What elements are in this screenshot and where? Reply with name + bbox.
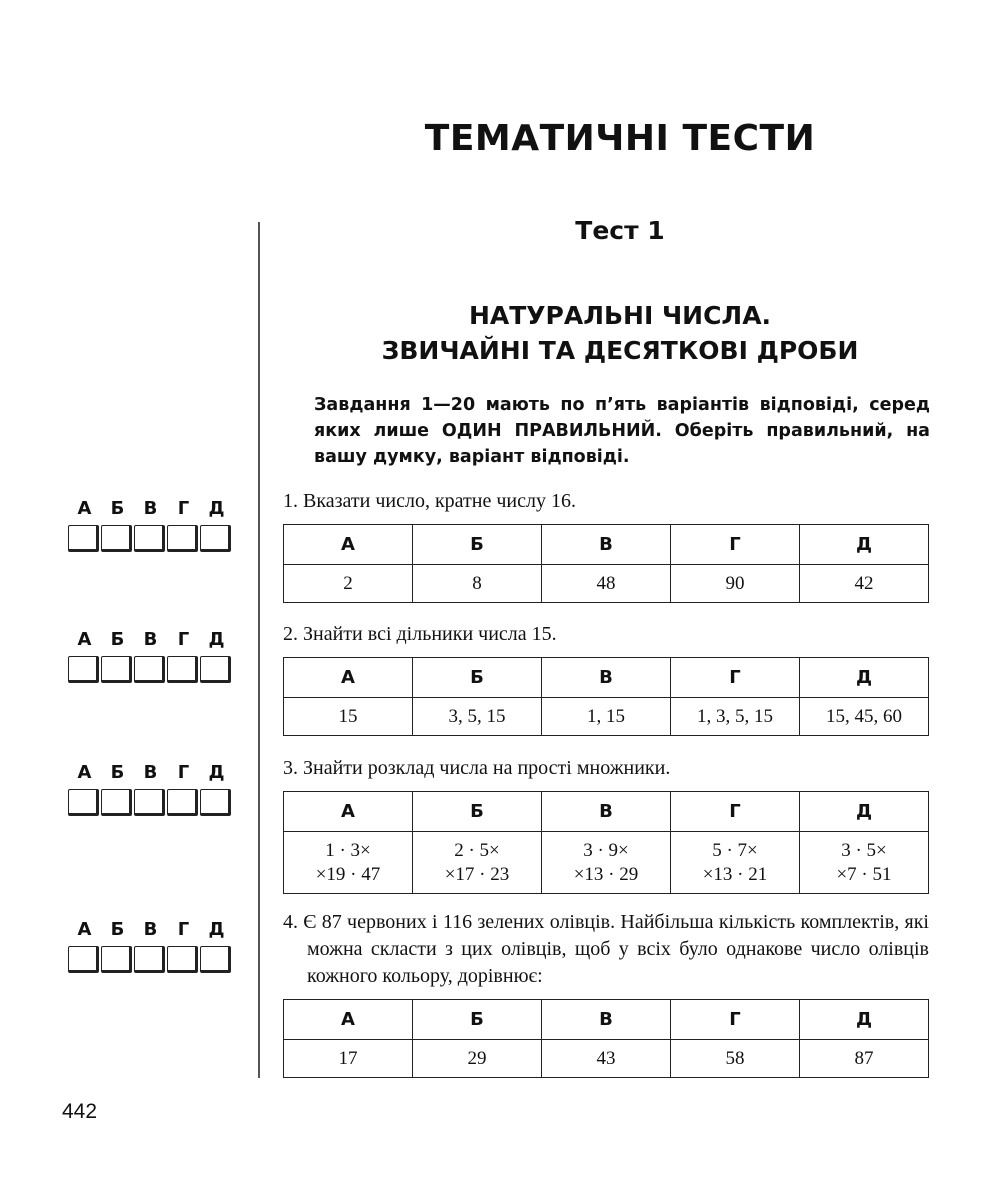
answer-letter: Д (208, 629, 225, 650)
option-value-cell (800, 832, 929, 894)
option-letter-cell: Д (800, 1000, 929, 1040)
answer-letter: Д (208, 498, 225, 519)
options-table (283, 999, 929, 1078)
option-value-line: ×17 · 23 (444, 863, 510, 885)
answer-grid-2 (68, 628, 236, 683)
answer-checkbox[interactable] (68, 789, 99, 816)
options-value-row (284, 565, 929, 603)
option-value-line: 48 (596, 572, 616, 594)
option-value-cell (671, 832, 800, 894)
instructions: Завдання 1—20 мають по п’ять варіантів відповіді, серед яких лише ОДИН ПРАВИЛЬНИЙ. Оберіть правильний, на вашу думку, варіант відповіді. (314, 395, 930, 467)
option-letter-cell: Б (413, 792, 542, 832)
answer-checkbox[interactable] (68, 946, 99, 973)
answer-letter: А (77, 919, 92, 940)
option-value-cell (542, 1040, 671, 1078)
answer-letter: Б (110, 498, 125, 519)
option-value-cell (542, 565, 671, 603)
answer-letter: Г (177, 762, 190, 783)
answer-checkbox[interactable] (68, 525, 99, 552)
option-letter-cell: В (542, 1000, 671, 1040)
option-letter-cell: В (542, 525, 671, 565)
answer-grid-letters (68, 918, 236, 942)
option-letter-cell: В (542, 792, 671, 832)
question-2 (283, 621, 929, 736)
option-value-line: ×7 · 51 (836, 863, 892, 885)
answer-letter: А (77, 762, 92, 783)
option-letter-cell: Б (413, 525, 542, 565)
option-value-line: 1, 3, 5, 15 (697, 705, 773, 727)
answer-checkbox[interactable] (200, 525, 231, 552)
option-value-line: 2 · 5× (454, 839, 500, 861)
answer-checkbox[interactable] (101, 525, 132, 552)
answer-checkbox[interactable] (200, 656, 231, 683)
options-table (283, 791, 929, 894)
option-letter-cell: Г (671, 525, 800, 565)
question-text: 2. Знайти всі дільники числа 15. (283, 623, 557, 645)
answer-checkbox[interactable] (134, 789, 165, 816)
question-text: 3. Знайти розклад числа на прості множники. (283, 757, 671, 779)
section-title-line-2: ЗВИЧАЙНІ ТА ДЕСЯТКОВІ ДРОБИ (381, 336, 859, 365)
answer-checkbox[interactable] (101, 656, 132, 683)
answer-checkbox[interactable] (200, 789, 231, 816)
option-value-line: 90 (725, 572, 745, 594)
option-letter-cell: Г (671, 658, 800, 698)
question-text: 1. Вказати число, кратне числу 16. (283, 490, 576, 512)
margin-divider (258, 222, 260, 1078)
answer-letter: Б (110, 762, 125, 783)
option-value-cell (671, 565, 800, 603)
option-value-line: 8 (472, 572, 482, 594)
option-letter-cell: Г (671, 1000, 800, 1040)
option-value-cell (671, 698, 800, 736)
option-value-cell (800, 565, 929, 603)
option-value-cell (800, 1040, 929, 1078)
question-text: 4. Є 87 червоних і 116 зелених олівців. Найбільша кількість комплектів, які можна скласти з цих олівців, щоб у всіх було однакове число олівців кожного кольору, дорівнює: (283, 911, 929, 987)
answer-checkbox[interactable] (167, 525, 198, 552)
option-value-line: 58 (725, 1047, 745, 1069)
option-value-line: 3 · 9× (583, 839, 629, 861)
test-label: Тест 1 (575, 216, 665, 245)
answer-letter: Д (208, 762, 225, 783)
answer-letter: Б (110, 629, 125, 650)
option-value-line: 15 (338, 705, 358, 727)
answer-grid-letters (68, 628, 236, 652)
option-value-line: 2 (343, 572, 353, 594)
options-header-row (284, 525, 929, 565)
option-letter-cell: Д (800, 658, 929, 698)
answer-letter: Г (177, 629, 190, 650)
option-value-line: 87 (854, 1047, 874, 1069)
options-value-row (284, 832, 929, 894)
answer-checkbox[interactable] (134, 656, 165, 683)
answer-letter: В (143, 919, 158, 940)
answer-letter: Г (177, 498, 190, 519)
option-value-cell (542, 698, 671, 736)
answer-grid-boxes (68, 946, 236, 973)
option-value-line: 3 · 5× (841, 839, 887, 861)
option-letter-cell: А (284, 1000, 413, 1040)
answer-letter: В (143, 498, 158, 519)
main-title: ТЕМАТИЧНІ ТЕСТИ (424, 118, 816, 159)
question-4 (283, 909, 929, 1078)
answer-checkbox[interactable] (134, 525, 165, 552)
section-title (290, 298, 950, 368)
option-letter-cell: Д (800, 525, 929, 565)
option-value-cell (284, 698, 413, 736)
options-table (283, 657, 929, 736)
options-table (283, 524, 929, 603)
options-header-row (284, 1000, 929, 1040)
option-value-line: 15, 45, 60 (826, 705, 902, 727)
answer-checkbox[interactable] (200, 946, 231, 973)
option-value-line: 5 · 7× (712, 839, 758, 861)
answer-checkbox[interactable] (167, 789, 198, 816)
option-value-line: 17 (338, 1047, 358, 1069)
answer-letter: А (77, 498, 92, 519)
option-letter-cell: Б (413, 658, 542, 698)
option-value-line: ×13 · 21 (702, 863, 768, 885)
option-value-cell (284, 565, 413, 603)
page-number: 442 (62, 1100, 98, 1123)
answer-checkbox[interactable] (167, 946, 198, 973)
answer-grid-3 (68, 761, 236, 816)
options-value-row (284, 1040, 929, 1078)
option-value-cell (800, 698, 929, 736)
option-value-line: 43 (596, 1047, 616, 1069)
option-letter-cell: В (542, 658, 671, 698)
question-1 (283, 488, 929, 603)
option-value-cell (413, 565, 542, 603)
answer-checkbox[interactable] (101, 946, 132, 973)
option-letter-cell: Г (671, 792, 800, 832)
answer-letter: Д (208, 919, 225, 940)
question-3 (283, 755, 929, 894)
option-value-line: ×19 · 47 (315, 863, 381, 885)
option-letter-cell: А (284, 792, 413, 832)
option-value-cell (542, 832, 671, 894)
answer-checkbox[interactable] (134, 946, 165, 973)
option-value-line: ×13 · 29 (573, 863, 639, 885)
answer-grid-boxes (68, 656, 236, 683)
option-value-cell (671, 1040, 800, 1078)
answer-grid-4 (68, 918, 236, 973)
option-value-line: 3, 5, 15 (448, 705, 506, 727)
option-letter-cell: А (284, 658, 413, 698)
answer-grid-boxes (68, 789, 236, 816)
answer-letter: В (143, 762, 158, 783)
answer-grid-letters (68, 761, 236, 785)
answer-checkbox[interactable] (68, 656, 99, 683)
answer-grid-letters (68, 497, 236, 521)
answer-letter: В (143, 629, 158, 650)
answer-letter: Б (110, 919, 125, 940)
option-value-cell (413, 1040, 542, 1078)
options-header-row (284, 658, 929, 698)
option-letter-cell: Д (800, 792, 929, 832)
answer-letter: А (77, 629, 92, 650)
option-value-cell (413, 832, 542, 894)
option-value-cell (413, 698, 542, 736)
answer-grid-boxes (68, 525, 236, 552)
option-value-cell (284, 832, 413, 894)
section-title-line-1: НАТУРАЛЬНІ ЧИСЛА. (468, 301, 772, 330)
answer-letter: Г (177, 919, 190, 940)
option-value-cell (284, 1040, 413, 1078)
answer-checkbox[interactable] (167, 656, 198, 683)
option-value-line: 42 (854, 572, 874, 594)
answer-grid-1 (68, 497, 236, 552)
option-value-line: 1 · 3× (325, 839, 371, 861)
answer-checkbox[interactable] (101, 789, 132, 816)
option-value-line: 29 (467, 1047, 487, 1069)
option-letter-cell: А (284, 525, 413, 565)
options-value-row (284, 698, 929, 736)
option-value-line: 1, 15 (587, 705, 625, 727)
option-letter-cell: Б (413, 1000, 542, 1040)
options-header-row (284, 792, 929, 832)
